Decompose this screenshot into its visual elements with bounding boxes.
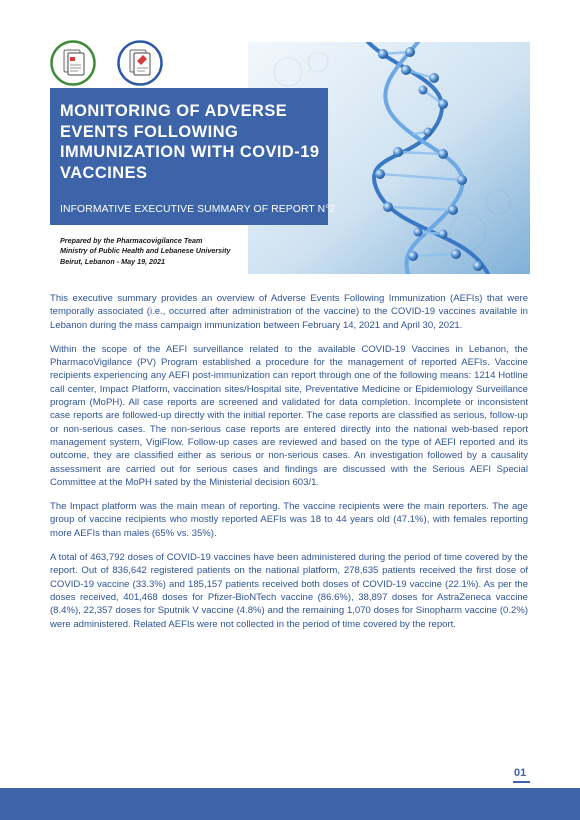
report-subtitle: INFORMATIVE EXECUTIVE SUMMARY OF REPORT N°2 [60,204,336,215]
prepared-by-block [60,236,231,267]
prepared-by-line: Prepared by the Pharmacovigilance Team [60,236,203,245]
summary-paragraph: The Impact platform was the main mean of reporting. The vaccine recipients were the main reporters. The age group of vaccine recipients who mostly reported AEFIs was 18 to 44 years old (47.1%), with females reporting more AEFIs than males (65% vs. 35%). [50,501,528,539]
report-title: MONITORING OF ADVERSE EVENTS FOLLOWING IMMUNIZATION WITH COVID-19 VACCINES [60,102,320,182]
pharmacovigilance-logo [50,40,96,86]
executive-summary-body [50,292,528,642]
title-banner [50,88,336,225]
footer-bar [0,788,580,820]
summary-paragraph: Within the scope of the AEFI surveillance related to the available COVID-19 Vaccines in Lebanon, the PharmacoVigilance (PV) Program established a procedure for the management of reported AEFIs. Vaccine recipients experiencing any AEFI post-immunization can report through one of the following means: 1214 Hotline call center, Impact Platform, vaccination sites/Hospital site, Preventative Medicine or Epidemiology Surveillance program (MoPH). All case reports are screened and validated for data completion. Incomplete or inconsistent case reports are followed-up directly with the initial reporter. The case reports are classified as serious, follow-up or non-serious cases. The non-serious case reports are entered directly into the national web-based report management system, VigiFlow. Follow-up cases are reviewed and based on the type of AEFI reported and its outcome, they are classified either as serious or non-serious cases. An investigation followed by a causality assessment are carried out for serious cases and findings are discussed with the Serious AEFI Special Committee at the MoPH sated by the Ministerial decision 603/1. [50,343,528,488]
location-date-line: Beirut, Lebanon - May 19, 2021 [60,256,166,266]
page-number: 01 [514,767,527,779]
summary-paragraph: This executive summary provides an overview of Adverse Events Following Immunization (AEFIs) that were temporally associated (i.e., occurred after administration of the vaccine) to the COVID-19 vaccines available in Lebanon during the mass campaign immunization between February 14, 2021 and April 30, 2021. [50,293,528,331]
vaccine-report-logo [117,40,163,86]
institution-line: Ministry of Public Health and Lebanese University [60,246,231,256]
summary-paragraph: A total of 463,792 doses of COVID-19 vaccines have been administered during the period of time covered by the report. Out of 836,642 registered patients on the national platform, 278,635 patients received the first dose of COVID-19 vaccine (33.3%) and 185,157 patients received both doses of COVID-19 vaccine (22.1%). As per the doses received, 401,468 doses for Pfizer-BioNTech vaccine (86.6%), 38,897 doses for AstraZeneca vaccine (8.4%), 22,357 doses for Sputnik V vaccine (4.8%) and the remaining 1,070 doses for Sinopharm vaccine (0.2%) were administered. Related AEFIs were not collected in the period of time covered by the report. [50,552,528,630]
page-number-underline [513,781,530,783]
